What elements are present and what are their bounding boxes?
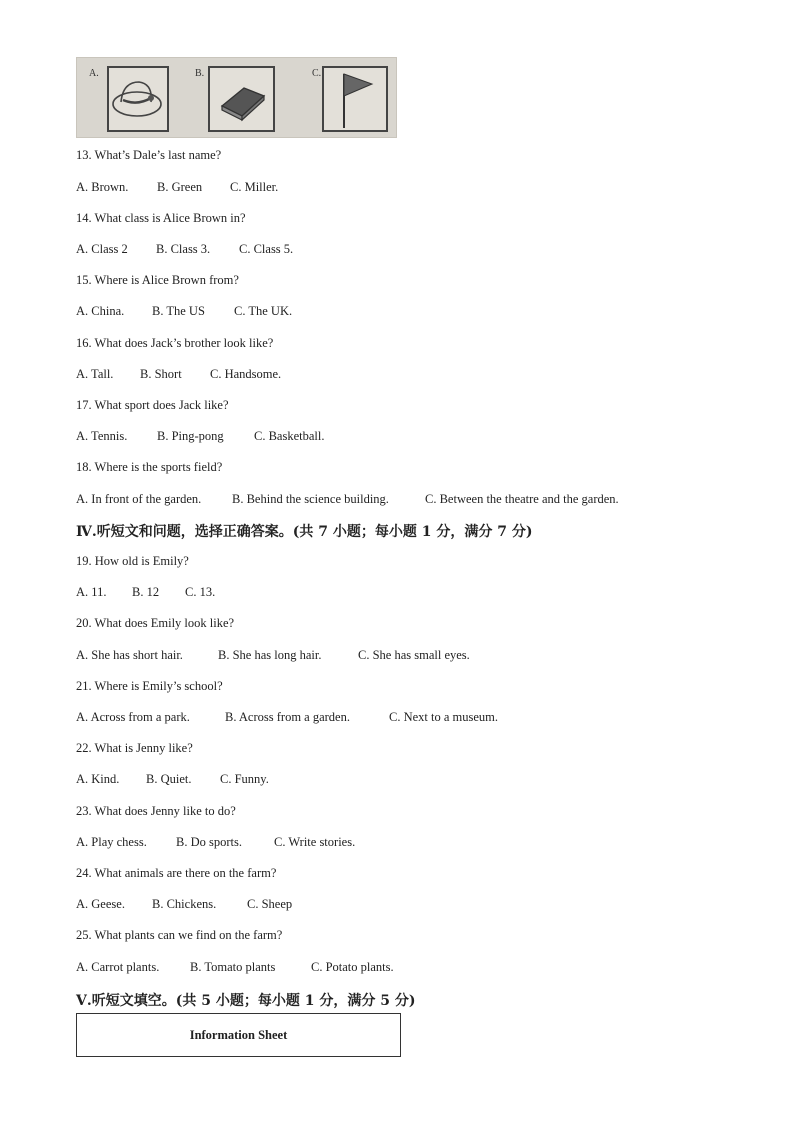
question-17: 17. What sport does Jack like? [76, 398, 229, 412]
option-b: B. Class 3. [156, 242, 211, 256]
option-c: C. Handsome. [210, 367, 282, 381]
question-15: 15. Where is Alice Brown from? [76, 273, 239, 287]
question-21: 21. Where is Emily’s school? [76, 679, 223, 693]
option-a: A. Tall. [76, 367, 114, 381]
option-c: C. Sheep [247, 897, 293, 911]
option-b: B. Chickens. [152, 897, 217, 911]
picture-options [76, 57, 397, 138]
flag-picture-frame [322, 66, 388, 132]
question-16: 16. What does Jack’s brother look like? [76, 336, 274, 350]
option-b: B. Across from a garden. [225, 710, 350, 724]
options-13 [76, 180, 279, 195]
option-c: C. Potato plants. [311, 960, 394, 974]
option-a: A. Across from a park. [76, 710, 190, 724]
option-c: C. Miller. [230, 180, 279, 194]
question-13: 13. What’s Dale’s last name? [76, 148, 222, 162]
options-17 [76, 429, 325, 444]
options-14 [76, 242, 294, 257]
hat-icon [109, 68, 167, 130]
option-a: A. She has short hair. [76, 648, 183, 662]
options-21 [76, 710, 499, 725]
option-label-b: B. [195, 68, 205, 79]
section-4-heading: Ⅳ.听短文和问题，选择正确答案。(共 7 小题；每小题 1 分，满分 7 分) [76, 524, 533, 540]
question-22: 22. What is Jenny like? [76, 741, 193, 755]
option-a: A. Brown. [76, 180, 129, 194]
option-c: C. 13. [185, 585, 216, 599]
section-5-heading: Ⅴ.听短文填空。(共 5 小题；每小题 1 分，满分 5 分) [76, 993, 416, 1009]
question-23: 23. What does Jenny like to do? [76, 804, 236, 818]
hat-picture-frame [107, 66, 169, 132]
option-b: B. Do sports. [176, 835, 242, 849]
question-20: 20. What does Emily look like? [76, 616, 235, 630]
option-c: C. Between the theatre and the garden. [425, 492, 619, 506]
option-c: C. She has small eyes. [358, 648, 470, 662]
options-18 [76, 492, 619, 507]
option-a: A. Tennis. [76, 429, 128, 443]
question-14: 14. What class is Alice Brown in? [76, 211, 246, 225]
option-b: B. Short [140, 367, 182, 381]
option-c: C. Write stories. [274, 835, 356, 849]
options-15 [76, 304, 293, 319]
option-c: C. Class 5. [239, 242, 294, 256]
question-18: 18. Where is the sports field? [76, 460, 223, 474]
options-20 [76, 648, 470, 663]
option-c: C. Next to a museum. [389, 710, 499, 724]
options-25 [76, 960, 394, 975]
question-19: 19. How old is Emily? [76, 554, 189, 568]
option-b: B. Ping-pong [157, 429, 224, 443]
options-22 [76, 772, 269, 787]
option-c: C. Basketball. [254, 429, 325, 443]
option-c: C. Funny. [220, 772, 269, 786]
option-c: C. The UK. [234, 304, 293, 318]
options-24 [76, 897, 293, 912]
options-19 [76, 585, 216, 600]
option-label-a: A. [89, 68, 99, 79]
option-a: A. Play chess. [76, 835, 147, 849]
option-a: A. In front of the garden. [76, 492, 202, 506]
information-sheet [76, 1013, 401, 1057]
options-16 [76, 367, 282, 382]
flag-icon [324, 68, 386, 130]
option-b: B. 12 [132, 585, 160, 599]
book-icon [210, 68, 273, 130]
book-picture-frame [208, 66, 275, 132]
option-b: B. Behind the science building. [232, 492, 389, 506]
option-b: B. Green [157, 180, 203, 194]
option-a: A. Carrot plants. [76, 960, 160, 974]
option-b: B. She has long hair. [218, 648, 322, 662]
option-b: B. Quiet. [146, 772, 192, 786]
options-23 [76, 835, 356, 850]
option-a: A. Geese. [76, 897, 125, 911]
option-a: A. China. [76, 304, 125, 318]
option-b: B. Tomato plants [190, 960, 276, 974]
option-b: B. The US [152, 304, 205, 318]
option-label-c: C. [312, 68, 322, 79]
information-sheet-title: Information Sheet [189, 1027, 288, 1042]
question-25: 25. What plants can we find on the farm? [76, 928, 283, 942]
option-a: A. Class 2 [76, 242, 128, 256]
question-24: 24. What animals are there on the farm? [76, 866, 277, 880]
option-a: A. Kind. [76, 772, 120, 786]
option-a: A. 11. [76, 585, 107, 599]
